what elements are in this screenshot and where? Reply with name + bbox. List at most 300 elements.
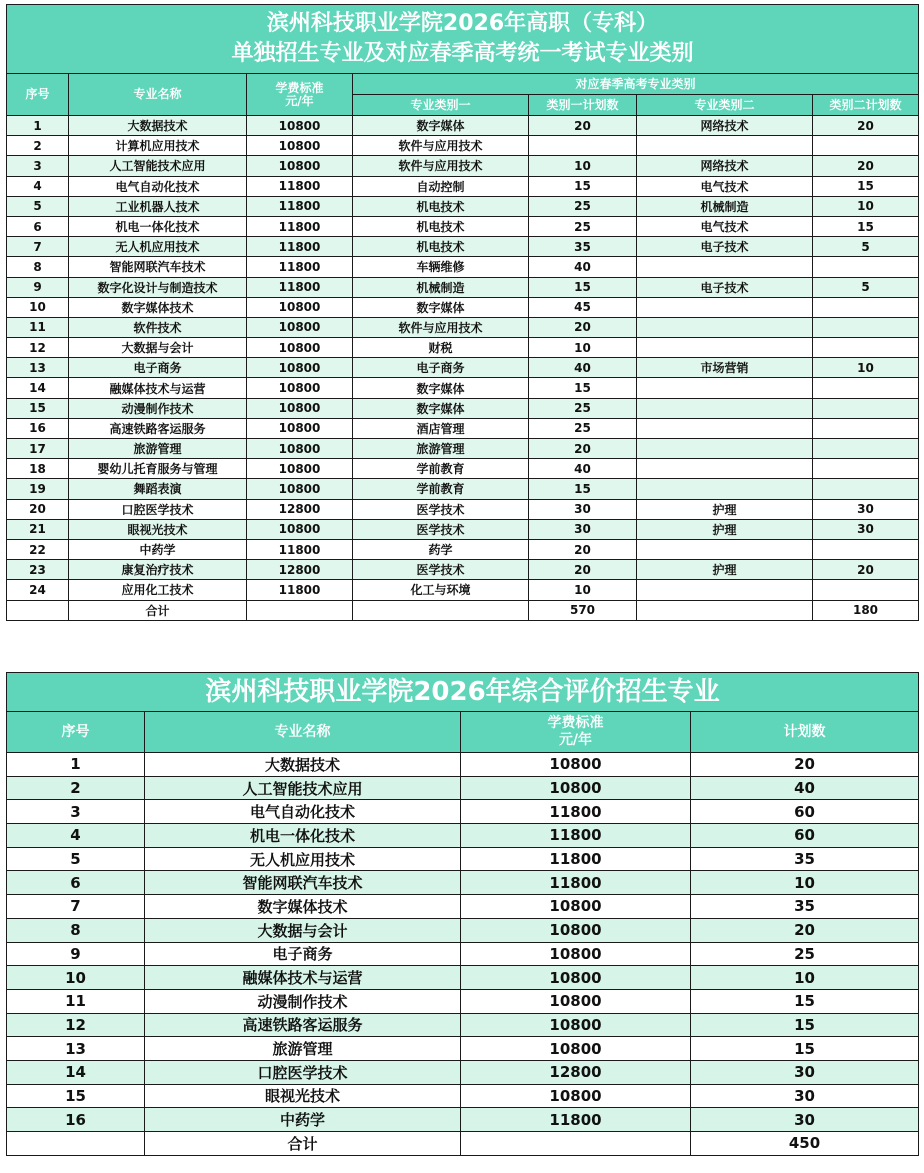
table-row bbox=[7, 176, 919, 196]
table-row bbox=[7, 459, 919, 479]
row-index: 15 bbox=[7, 1084, 145, 1108]
table-row bbox=[7, 116, 919, 136]
major-name: 口腔医学技术 bbox=[145, 1060, 461, 1084]
category2-plan: 10 bbox=[813, 358, 919, 378]
category2-plan: 15 bbox=[813, 216, 919, 236]
category2-plan bbox=[813, 459, 919, 479]
row-index: 11 bbox=[7, 989, 145, 1013]
tuition-fee: 10800 bbox=[247, 156, 353, 176]
category1: 化工与环境 bbox=[353, 580, 529, 600]
major-name: 动漫制作技术 bbox=[69, 398, 247, 418]
major-name: 机电一体化技术 bbox=[69, 216, 247, 236]
tuition-fee: 11800 bbox=[247, 216, 353, 236]
row-index: 7 bbox=[7, 895, 145, 919]
table-row bbox=[7, 358, 919, 378]
row-index: 16 bbox=[7, 418, 69, 438]
tuition-fee: 10800 bbox=[461, 1037, 691, 1061]
tuition-fee: 10800 bbox=[247, 358, 353, 378]
category1: 医学技术 bbox=[353, 519, 529, 539]
row-index: 10 bbox=[7, 966, 145, 990]
row-index: 2 bbox=[7, 136, 69, 156]
major-name: 中药学 bbox=[145, 1108, 461, 1132]
major-name: 康复治疗技术 bbox=[69, 560, 247, 580]
category1: 财税 bbox=[353, 338, 529, 358]
tuition-fee: 11800 bbox=[247, 580, 353, 600]
category2-plan bbox=[813, 398, 919, 418]
plan-count: 15 bbox=[691, 1037, 919, 1061]
category2: 机械制造 bbox=[637, 196, 813, 216]
category2 bbox=[637, 317, 813, 337]
table-row bbox=[7, 237, 919, 257]
major-name: 应用化工技术 bbox=[69, 580, 247, 600]
category1: 车辆维修 bbox=[353, 257, 529, 277]
total-row bbox=[7, 600, 919, 620]
category2: 电气技术 bbox=[637, 216, 813, 236]
row-index: 6 bbox=[7, 871, 145, 895]
category1-plan: 15 bbox=[529, 277, 637, 297]
major-name: 人工智能技术应用 bbox=[69, 156, 247, 176]
category2: 网络技术 bbox=[637, 116, 813, 136]
major-name: 软件技术 bbox=[69, 317, 247, 337]
category2-plan bbox=[813, 479, 919, 499]
row-index: 5 bbox=[7, 196, 69, 216]
category1-plan: 25 bbox=[529, 398, 637, 418]
row-index: 5 bbox=[7, 847, 145, 871]
table-row bbox=[7, 439, 919, 459]
table-row bbox=[7, 216, 919, 236]
category2: 电气技术 bbox=[637, 176, 813, 196]
major-name: 工业机器人技术 bbox=[69, 196, 247, 216]
category2: 护理 bbox=[637, 519, 813, 539]
major-name: 口腔医学技术 bbox=[69, 499, 247, 519]
category2-plan: 10 bbox=[813, 196, 919, 216]
tuition-fee: 10800 bbox=[461, 895, 691, 919]
category1-plan: 30 bbox=[529, 519, 637, 539]
tuition-fee: 11800 bbox=[247, 196, 353, 216]
tuition-fee: 10800 bbox=[247, 297, 353, 317]
row-index: 21 bbox=[7, 519, 69, 539]
category1: 旅游管理 bbox=[353, 439, 529, 459]
header-fee bbox=[461, 712, 691, 753]
major-name: 无人机应用技术 bbox=[145, 847, 461, 871]
category1: 医学技术 bbox=[353, 560, 529, 580]
category2: 护理 bbox=[637, 499, 813, 519]
category1: 软件与应用技术 bbox=[353, 156, 529, 176]
category1-plan: 20 bbox=[529, 116, 637, 136]
table-row bbox=[7, 519, 919, 539]
major-name: 智能网联汽车技术 bbox=[145, 871, 461, 895]
comprehensive-evaluation-table bbox=[6, 672, 919, 1156]
header-index: 序号 bbox=[7, 712, 145, 753]
tuition-fee: 11800 bbox=[461, 800, 691, 824]
plan-count: 10 bbox=[691, 871, 919, 895]
category2: 市场营销 bbox=[637, 358, 813, 378]
category2-plan: 5 bbox=[813, 277, 919, 297]
table-row bbox=[7, 297, 919, 317]
major-name: 大数据与会计 bbox=[69, 338, 247, 358]
plan-count: 35 bbox=[691, 895, 919, 919]
total-empty bbox=[637, 600, 813, 620]
header-category1-plan: 类别一计划数 bbox=[529, 95, 637, 116]
tuition-fee: 10800 bbox=[247, 317, 353, 337]
tuition-fee: 10800 bbox=[461, 942, 691, 966]
category2-plan: 20 bbox=[813, 156, 919, 176]
header-category2-plan: 类别二计划数 bbox=[813, 95, 919, 116]
header-spring-exam-group: 对应春季高考专业类别 bbox=[353, 74, 919, 95]
major-name: 无人机应用技术 bbox=[69, 237, 247, 257]
major-name: 融媒体技术与运营 bbox=[145, 966, 461, 990]
tuition-fee: 11800 bbox=[461, 847, 691, 871]
category2: 护理 bbox=[637, 560, 813, 580]
row-index: 1 bbox=[7, 116, 69, 136]
category2: 电子技术 bbox=[637, 237, 813, 257]
table-row bbox=[7, 871, 919, 895]
row-index: 8 bbox=[7, 918, 145, 942]
table-row bbox=[7, 378, 919, 398]
header-plan: 计划数 bbox=[691, 712, 919, 753]
table-row bbox=[7, 580, 919, 600]
category1-plan: 40 bbox=[529, 358, 637, 378]
major-name: 高速铁路客运服务 bbox=[69, 418, 247, 438]
category2 bbox=[637, 580, 813, 600]
category1-plan: 20 bbox=[529, 560, 637, 580]
table-row bbox=[7, 539, 919, 559]
total-label: 合计 bbox=[69, 600, 247, 620]
table-row bbox=[7, 1037, 919, 1061]
category2 bbox=[637, 439, 813, 459]
category2 bbox=[637, 378, 813, 398]
category1-plan: 15 bbox=[529, 176, 637, 196]
row-index: 3 bbox=[7, 800, 145, 824]
category1-plan: 20 bbox=[529, 439, 637, 459]
table-row bbox=[7, 1013, 919, 1037]
plan-count: 20 bbox=[691, 753, 919, 777]
plan-count: 15 bbox=[691, 1013, 919, 1037]
total-category1-plan: 570 bbox=[529, 600, 637, 620]
category1: 机械制造 bbox=[353, 277, 529, 297]
row-index: 15 bbox=[7, 398, 69, 418]
category1: 数字媒体 bbox=[353, 398, 529, 418]
category2-plan: 15 bbox=[813, 176, 919, 196]
row-index: 6 bbox=[7, 216, 69, 236]
category2-plan bbox=[813, 539, 919, 559]
table-row bbox=[7, 1084, 919, 1108]
tuition-fee: 10800 bbox=[247, 136, 353, 156]
table-row bbox=[7, 499, 919, 519]
plan-count: 40 bbox=[691, 776, 919, 800]
row-index: 9 bbox=[7, 277, 69, 297]
header-fee-line2: 元/年 bbox=[558, 732, 593, 748]
row-index: 4 bbox=[7, 176, 69, 196]
plan-count: 30 bbox=[691, 1108, 919, 1132]
row-index: 14 bbox=[7, 378, 69, 398]
tuition-fee: 10800 bbox=[461, 918, 691, 942]
category2-plan bbox=[813, 257, 919, 277]
major-name: 婴幼儿托育服务与管理 bbox=[69, 459, 247, 479]
category2-plan: 30 bbox=[813, 499, 919, 519]
category2-plan: 30 bbox=[813, 519, 919, 539]
table-row bbox=[7, 1108, 919, 1132]
total-empty bbox=[7, 600, 69, 620]
table2-title: 滨州科技职业学院2026年综合评价招生专业 bbox=[7, 673, 919, 712]
table1-title-line2: 单独招生专业及对应春季高考统一考试专业类别 bbox=[231, 41, 694, 66]
table-row bbox=[7, 136, 919, 156]
plan-count: 10 bbox=[691, 966, 919, 990]
plan-count: 35 bbox=[691, 847, 919, 871]
category1: 药学 bbox=[353, 539, 529, 559]
category1: 电子商务 bbox=[353, 358, 529, 378]
major-name: 大数据与会计 bbox=[145, 918, 461, 942]
category2-plan: 20 bbox=[813, 116, 919, 136]
major-name: 大数据技术 bbox=[69, 116, 247, 136]
row-index: 24 bbox=[7, 580, 69, 600]
category2 bbox=[637, 338, 813, 358]
category1: 学前教育 bbox=[353, 459, 529, 479]
category2 bbox=[637, 297, 813, 317]
major-name: 电气自动化技术 bbox=[145, 800, 461, 824]
row-index: 20 bbox=[7, 499, 69, 519]
row-index: 12 bbox=[7, 1013, 145, 1037]
tuition-fee: 10800 bbox=[247, 439, 353, 459]
major-name: 舞蹈表演 bbox=[69, 479, 247, 499]
category2-plan bbox=[813, 317, 919, 337]
row-index: 17 bbox=[7, 439, 69, 459]
category1-plan: 25 bbox=[529, 216, 637, 236]
category1-plan: 45 bbox=[529, 297, 637, 317]
category1-plan bbox=[529, 136, 637, 156]
category2-plan: 20 bbox=[813, 560, 919, 580]
category2-plan bbox=[813, 378, 919, 398]
tuition-fee: 12800 bbox=[247, 560, 353, 580]
table1-title-line1: 滨州科技职业学院2026年高职（专科） bbox=[266, 11, 659, 36]
category1-plan: 25 bbox=[529, 196, 637, 216]
category2 bbox=[637, 539, 813, 559]
total-empty bbox=[353, 600, 529, 620]
total-category2-plan: 180 bbox=[813, 600, 919, 620]
table-row bbox=[7, 257, 919, 277]
major-name: 旅游管理 bbox=[145, 1037, 461, 1061]
row-index: 22 bbox=[7, 539, 69, 559]
category2-plan bbox=[813, 136, 919, 156]
total-empty bbox=[247, 600, 353, 620]
category2 bbox=[637, 398, 813, 418]
table-row bbox=[7, 942, 919, 966]
table-row bbox=[7, 847, 919, 871]
category2 bbox=[637, 418, 813, 438]
plan-count: 15 bbox=[691, 989, 919, 1013]
category2-plan: 5 bbox=[813, 237, 919, 257]
row-index: 11 bbox=[7, 317, 69, 337]
tuition-fee: 10800 bbox=[247, 479, 353, 499]
table-row bbox=[7, 317, 919, 337]
tuition-fee: 12800 bbox=[247, 499, 353, 519]
category2: 电子技术 bbox=[637, 277, 813, 297]
major-name: 数字媒体技术 bbox=[69, 297, 247, 317]
major-name: 数字化设计与制造技术 bbox=[69, 277, 247, 297]
tuition-fee: 10800 bbox=[461, 966, 691, 990]
major-name: 电气自动化技术 bbox=[69, 176, 247, 196]
row-index: 10 bbox=[7, 297, 69, 317]
tuition-fee: 10800 bbox=[247, 378, 353, 398]
major-name: 电子商务 bbox=[69, 358, 247, 378]
category1-plan: 35 bbox=[529, 237, 637, 257]
table2-body bbox=[7, 753, 919, 1156]
tuition-fee: 10800 bbox=[247, 459, 353, 479]
row-index: 4 bbox=[7, 824, 145, 848]
header-fee-line1: 学费标准 bbox=[275, 80, 324, 95]
tuition-fee: 11800 bbox=[461, 824, 691, 848]
table-row bbox=[7, 479, 919, 499]
tuition-fee: 10800 bbox=[247, 398, 353, 418]
table-row bbox=[7, 156, 919, 176]
category1-plan: 10 bbox=[529, 156, 637, 176]
plan-count: 30 bbox=[691, 1060, 919, 1084]
category2-plan bbox=[813, 418, 919, 438]
table-row bbox=[7, 918, 919, 942]
category2 bbox=[637, 257, 813, 277]
table-row bbox=[7, 966, 919, 990]
tuition-fee: 11800 bbox=[247, 257, 353, 277]
header-major: 专业名称 bbox=[145, 712, 461, 753]
tuition-fee: 10800 bbox=[461, 1013, 691, 1037]
category1-plan: 20 bbox=[529, 539, 637, 559]
table-row bbox=[7, 824, 919, 848]
tuition-fee: 10800 bbox=[461, 776, 691, 800]
category2-plan bbox=[813, 338, 919, 358]
category1-plan: 30 bbox=[529, 499, 637, 519]
category1-plan: 40 bbox=[529, 257, 637, 277]
major-name: 高速铁路客运服务 bbox=[145, 1013, 461, 1037]
row-index: 19 bbox=[7, 479, 69, 499]
header-category1: 专业类别一 bbox=[353, 95, 529, 116]
row-index: 2 bbox=[7, 776, 145, 800]
table-row bbox=[7, 398, 919, 418]
row-index: 13 bbox=[7, 1037, 145, 1061]
category1: 数字媒体 bbox=[353, 116, 529, 136]
category2-plan bbox=[813, 439, 919, 459]
category2-plan bbox=[813, 297, 919, 317]
table-row bbox=[7, 338, 919, 358]
tuition-fee: 11800 bbox=[247, 176, 353, 196]
category1: 软件与应用技术 bbox=[353, 136, 529, 156]
major-name: 动漫制作技术 bbox=[145, 989, 461, 1013]
table-row bbox=[7, 895, 919, 919]
header-fee-line2: 元/年 bbox=[285, 93, 314, 108]
category2: 网络技术 bbox=[637, 156, 813, 176]
table-row bbox=[7, 800, 919, 824]
category1-plan: 20 bbox=[529, 317, 637, 337]
tuition-fee: 11800 bbox=[247, 277, 353, 297]
header-major: 专业名称 bbox=[69, 74, 247, 116]
category2-plan bbox=[813, 580, 919, 600]
major-name: 中药学 bbox=[69, 539, 247, 559]
tuition-fee: 11800 bbox=[461, 1108, 691, 1132]
category1: 学前教育 bbox=[353, 479, 529, 499]
table-row bbox=[7, 277, 919, 297]
header-fee-line1: 学费标准 bbox=[547, 715, 604, 731]
category1-plan: 10 bbox=[529, 580, 637, 600]
table1-title bbox=[7, 5, 919, 74]
tuition-fee: 10800 bbox=[461, 1084, 691, 1108]
table-row bbox=[7, 196, 919, 216]
row-index: 8 bbox=[7, 257, 69, 277]
tuition-fee: 10800 bbox=[247, 418, 353, 438]
major-name: 智能网联汽车技术 bbox=[69, 257, 247, 277]
category1-plan: 25 bbox=[529, 418, 637, 438]
tuition-fee: 10800 bbox=[247, 519, 353, 539]
plan-count: 30 bbox=[691, 1084, 919, 1108]
row-index: 7 bbox=[7, 237, 69, 257]
tuition-fee: 10800 bbox=[461, 753, 691, 777]
table-row bbox=[7, 418, 919, 438]
category1-plan: 40 bbox=[529, 459, 637, 479]
category1: 机电技术 bbox=[353, 216, 529, 236]
tuition-fee: 10800 bbox=[247, 338, 353, 358]
category1: 机电技术 bbox=[353, 237, 529, 257]
row-index: 12 bbox=[7, 338, 69, 358]
major-name: 眼视光技术 bbox=[145, 1084, 461, 1108]
category1: 数字媒体 bbox=[353, 297, 529, 317]
category1-plan: 10 bbox=[529, 338, 637, 358]
row-index: 23 bbox=[7, 560, 69, 580]
category1: 软件与应用技术 bbox=[353, 317, 529, 337]
major-name: 机电一体化技术 bbox=[145, 824, 461, 848]
major-name: 大数据技术 bbox=[145, 753, 461, 777]
major-name: 眼视光技术 bbox=[69, 519, 247, 539]
total-empty bbox=[7, 1132, 145, 1156]
category2 bbox=[637, 136, 813, 156]
tuition-fee: 10800 bbox=[461, 989, 691, 1013]
table-row bbox=[7, 753, 919, 777]
tuition-fee: 12800 bbox=[461, 1060, 691, 1084]
header-fee bbox=[247, 74, 353, 116]
table-row bbox=[7, 560, 919, 580]
category1-plan: 15 bbox=[529, 378, 637, 398]
tuition-fee: 10800 bbox=[247, 116, 353, 136]
major-name: 计算机应用技术 bbox=[69, 136, 247, 156]
header-category2: 专业类别二 bbox=[637, 95, 813, 116]
category2 bbox=[637, 459, 813, 479]
plan-count: 20 bbox=[691, 918, 919, 942]
tuition-fee: 11800 bbox=[461, 871, 691, 895]
plan-count: 60 bbox=[691, 800, 919, 824]
major-name: 融媒体技术与运营 bbox=[69, 378, 247, 398]
category1-plan: 15 bbox=[529, 479, 637, 499]
row-index: 1 bbox=[7, 753, 145, 777]
table1-body bbox=[7, 116, 919, 621]
major-name: 旅游管理 bbox=[69, 439, 247, 459]
table-row bbox=[7, 1060, 919, 1084]
category1: 机电技术 bbox=[353, 196, 529, 216]
tuition-fee: 11800 bbox=[247, 237, 353, 257]
category1: 自动控制 bbox=[353, 176, 529, 196]
total-plan: 450 bbox=[691, 1132, 919, 1156]
major-name: 数字媒体技术 bbox=[145, 895, 461, 919]
major-name: 电子商务 bbox=[145, 942, 461, 966]
row-index: 9 bbox=[7, 942, 145, 966]
row-index: 16 bbox=[7, 1108, 145, 1132]
row-index: 18 bbox=[7, 459, 69, 479]
tuition-fee: 11800 bbox=[247, 539, 353, 559]
header-index: 序号 bbox=[7, 74, 69, 116]
row-index: 13 bbox=[7, 358, 69, 378]
row-index: 14 bbox=[7, 1060, 145, 1084]
table-row bbox=[7, 989, 919, 1013]
total-row bbox=[7, 1132, 919, 1156]
category2 bbox=[637, 479, 813, 499]
total-label: 合计 bbox=[145, 1132, 461, 1156]
major-name: 人工智能技术应用 bbox=[145, 776, 461, 800]
